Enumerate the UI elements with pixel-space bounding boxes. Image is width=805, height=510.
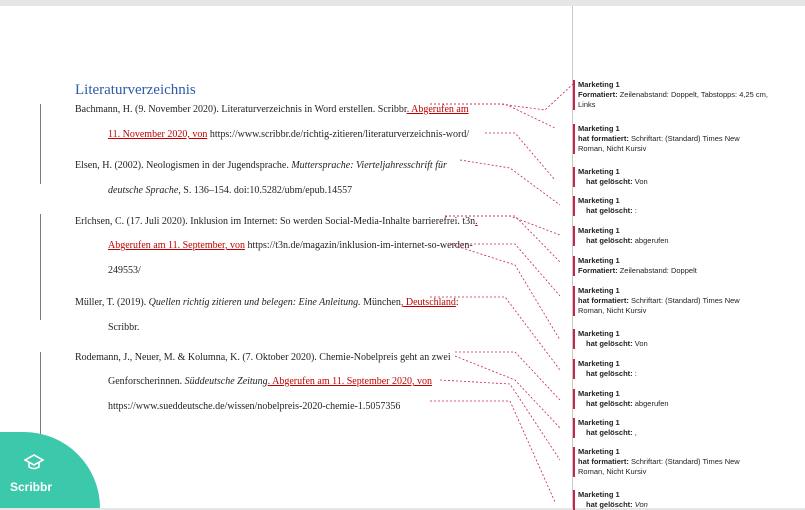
text-run: https://t3n.de/magazin/inklusion-im-internet-so-werden- [244,240,473,251]
text-run: Erlchsen, C. (17. Juli 2020). Inklusion im Internet: So werden Social-Media-Inhalte barrierefrei. t3n [75,216,476,227]
revision-balloon[interactable] [578,286,768,316]
comment-author: Marketing 1 [578,286,620,295]
reference-line[interactable] [108,322,139,333]
revision-balloon[interactable] [578,359,768,379]
document-heading[interactable]: Literaturverzeichnis [75,82,196,98]
text-run: Bachmann, H. (9. November 2020). Literaturverzeichnis in Word erstellen. Scribbr [75,104,407,115]
comment-author: Marketing 1 [578,167,620,176]
inserted-text: 11. November 2020, von [108,129,208,140]
text-run: Genforscherinnen. [108,376,185,387]
revision-label: hat formatiert: [578,457,629,466]
comment-bar [573,286,575,316]
revision-label: hat gelöscht: [586,399,633,408]
italic-text: Muttersprache: Vierteljahresschrift für [291,160,447,171]
revision-label: hat gelöscht: [586,339,633,348]
text-run: Rodemann, J., Neuer, M. & Kolumna, K. (7. Oktober 2020). Chemie-Nobelpreis geht an zwei [75,352,451,363]
reference-line[interactable] [108,185,352,196]
revision-label: Formatiert: [578,266,618,275]
revision-text: Schriftart: (Standard) Times New Roman, Nicht Kursiv [578,134,740,153]
revision-balloon[interactable] [578,418,768,438]
reference-line[interactable] [75,352,451,363]
revision-balloon[interactable] [578,124,768,154]
reference-line[interactable] [75,104,469,115]
revision-label: hat formatiert: [578,296,629,305]
revision-label: hat gelöscht: [586,500,633,509]
comment-author: Marketing 1 [578,418,620,427]
inserted-text: . Abgerufen am 11. September 2020, von [267,376,433,387]
reference-line[interactable] [75,297,459,308]
revision-balloon[interactable] [578,329,768,349]
reference-line[interactable] [108,129,469,140]
revision-label: hat gelöscht: [586,236,633,245]
revision-label: Formatiert: [578,90,618,99]
revision-balloon[interactable] [578,80,768,110]
comment-bar [573,80,575,110]
change-bar [40,214,41,320]
revision-text: Schriftart: (Standard) Times New Roman, Nicht Kursiv [578,457,740,476]
revision-label: hat gelöscht: [586,369,633,378]
reference-line[interactable] [108,401,400,412]
comment-bar [573,226,575,246]
text-run: Müller, T. (2019). [75,297,149,308]
inserted-text: , Deutschland [400,297,456,308]
revision-text: Schriftart: (Standard) Times New Roman, Nicht Kursiv [578,296,740,315]
revision-balloon[interactable] [578,256,768,276]
text-run: https://www.sueddeutsche.de/wissen/nobelpreis-2020-chemie-1.5057356 [108,401,401,412]
comment-author: Marketing 1 [578,256,620,265]
comment-author: Marketing 1 [578,80,620,89]
comment-author: Marketing 1 [578,196,620,205]
revision-text: Von [634,177,648,186]
text-run: Scribbr. [108,322,140,333]
revision-balloon[interactable] [578,196,768,216]
revision-text: abgerufen [634,399,669,408]
text-run: , S. 136–154. doi:10.5282/ubm/epub.14557 [178,185,353,196]
italic-text: Süddeutsche Zeitung [184,376,268,387]
comment-author: Marketing 1 [578,490,620,499]
comment-bar [573,167,575,187]
revision-label: hat gelöscht: [586,206,633,215]
revision-balloon[interactable] [578,226,768,246]
reference-line[interactable] [75,160,447,171]
revision-text: abgerufen [634,236,669,245]
revision-text: : [634,369,637,378]
comment-author: Marketing 1 [578,329,620,338]
comment-bar [573,418,575,438]
revision-label: hat gelöscht: [586,177,633,186]
text-run: : [455,297,459,308]
inserted-text: Abgerufen am 11. September, von [108,240,245,251]
comment-bar [573,196,575,216]
italic-text: deutsche Sprache [108,185,179,196]
reference-line[interactable] [108,240,473,251]
graduation-cap-icon [24,454,44,472]
revision-label: hat gelöscht: [586,428,633,437]
comment-bar [573,124,575,154]
revision-balloon[interactable] [578,167,768,187]
revision-label: hat formatiert: [578,134,629,143]
comment-bar [573,389,575,409]
text-run: Elsen, H. (2002). Neologismen in der Jugendsprache. [75,160,292,171]
text-run: 249553/ [108,265,141,276]
inserted-text: . [475,216,478,227]
change-bar [40,104,41,184]
comment-author: Marketing 1 [578,226,620,235]
text-run: München [360,297,401,308]
revision-balloon[interactable] [578,490,768,510]
revision-balloon[interactable] [578,389,768,409]
reference-line[interactable] [75,216,478,227]
comment-bar [573,329,575,349]
revision-text: Von [634,500,648,509]
comment-bar [573,490,575,510]
comment-bar [573,256,575,276]
text-run: https://www.scribbr.de/richtig-zitieren/literaturverzeichnis-word/ [207,129,470,140]
comment-author: Marketing 1 [578,124,620,133]
revision-text: Von [634,339,648,348]
revision-text: , [634,428,637,437]
reference-line[interactable] [108,265,141,276]
comment-author: Marketing 1 [578,389,620,398]
revision-text: Zeilenabstand: Doppelt [619,266,697,275]
revision-text: Zeilenabstand: Doppelt, Tabstopps: 4,25 cm, Links [578,90,768,109]
comment-author: Marketing 1 [578,359,620,368]
reference-line[interactable] [108,376,432,387]
logo-text: Scribbr [10,480,53,494]
italic-text: Quellen richtig zitieren und belegen: Eine Anleitung. [148,297,361,308]
inserted-text: . Abgerufen am [406,104,469,115]
comment-author: Marketing 1 [578,447,620,456]
comment-bar [573,447,575,477]
revision-balloon[interactable] [578,447,768,477]
comment-bar [573,359,575,379]
revision-text: : [634,206,637,215]
